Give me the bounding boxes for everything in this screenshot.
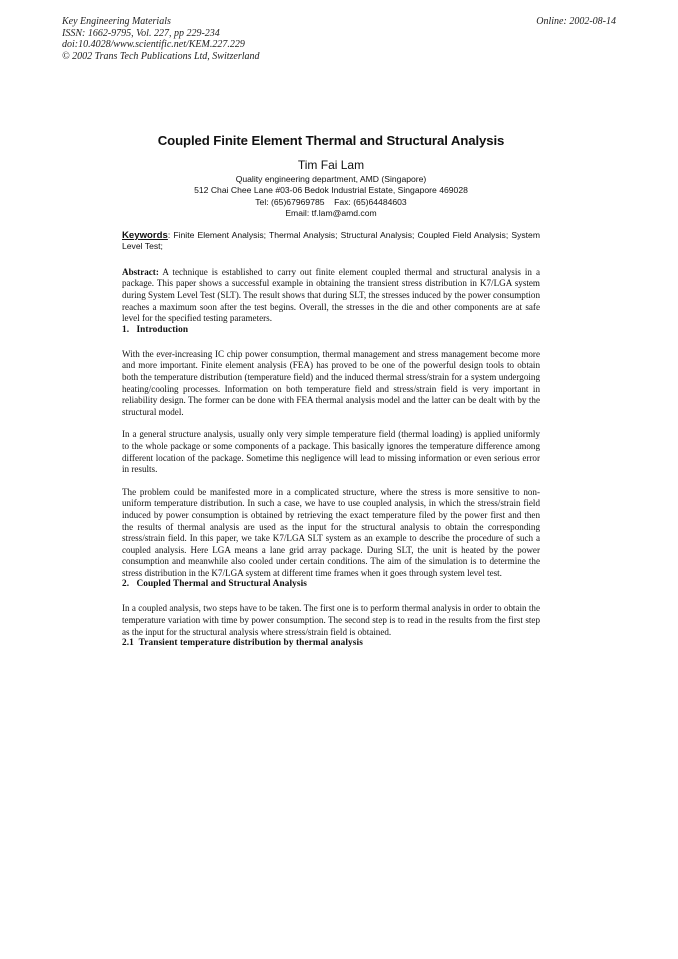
keywords: [122, 230, 540, 253]
section-heading-coupled-analysis: [122, 579, 540, 589]
section-number: 2.1: [122, 638, 134, 649]
paper-author: Tim Fai Lam: [297, 158, 365, 172]
section-number: 1.: [122, 324, 130, 335]
affiliation-phone: Tel: (65)67969785 Fax: (65)64484603: [255, 196, 407, 207]
subsection-heading-transient-temperature: [122, 638, 540, 648]
section-title: Coupled Thermal and Structural Analysis: [136, 579, 308, 590]
paper-body: [122, 133, 540, 648]
paper-title: Coupled Finite Element Thermal and Structural Analysis: [157, 133, 505, 148]
keywords-text: : Finite Element Analysis; Thermal Analysis; Structural Analysis; Coupled Field Analysis; System Level Test;: [122, 229, 540, 252]
journal-issn: ISSN: 1662-9795, Vol. 227, pp 229-234: [62, 27, 220, 39]
keywords-label: Keywords: [122, 229, 168, 241]
section-title: Introduction: [136, 324, 189, 335]
affiliation-address: 512 Chai Chee Lane #03-06 Bedok Industrial Estate, Singapore 469028: [194, 185, 468, 196]
journal-name: Key Engineering Materials: [62, 16, 171, 27]
abstract-text: A technique is established to carry out finite element coupled thermal and structural analysis in a package. This paper shows a successful example in obtaining the transient stress distribution in K7/LGA system during System Level Test (SLT). The result shows that during SLT, the stresses induced by the power consumption reaches a maximum soon after the test begins. Overall, the stresses in the die and other components are at safe level for the specified testing parameters.: [122, 266, 540, 324]
journal-doi[interactable]: doi:10.4028/www.scientific.net/KEM.227.229: [62, 39, 245, 51]
section-heading-introduction: [122, 325, 540, 335]
abstract-label: Abstract:: [122, 266, 159, 277]
abstract: [122, 267, 540, 325]
journal-copyright: © 2002 Trans Tech Publications Ltd, Switzerland: [62, 50, 260, 62]
paragraph: With the ever-increasing IC chip power consumption, thermal management and stress management become more and more important. Finite element analysis (FEA) has proved to be one of the powerful design tools to obtain both the temperature distribution (temperature field) and the induced thermal stress/strain for a system undergoing heating/cooling processes. Information on both temperature field and stress/strain field is very important in reliability design. The former can be done with FEA thermal analysis model and the latter can be dealt with by the structural model.: [122, 348, 540, 417]
paragraph: In a general structure analysis, usually only very simple temperature field (thermal loading) is applied uniformly to the whole package or some components of a package. This basically ignores the temperature difference among different location of the package. Sometime this negligence will lead to missing information or even serious error in results.: [122, 429, 540, 475]
paragraph: The problem could be manifested more in a complicated structure, where the stress is more sensitive to non-uniform temperature distribution. In such a case, we have to use coupled analysis, in which the stress/strain field induced by power consumption is obtained by retrieving the exact temperature filed by the power first and then the results of thermal analysis are used as the input for the structural analysis to obtain the corresponding stress/strain field. In this paper, we take K7/LGA SLT system as an example to describe the procedure of such a coupled analysis. Here LGA means a lane grid array package. During SLT, the unit is heated by the power consumption and meanwhile also cooled under certain conditions. The aim of the simulation is to determine the stress distribution in the K7/LGA system at different time frames when it goes through system level test.: [122, 486, 540, 578]
author-affiliation: [122, 174, 540, 220]
paragraph: In a coupled analysis, two steps have to be taken. The first one is to perform thermal analysis in order to obtain the temperature variation with time by power consumption. The second step is to read in the results from the first step as the input for the structural analysis where stress/strain field is obtained.: [122, 603, 540, 637]
section-title: Transient temperature distribution by thermal analysis: [138, 638, 363, 649]
affiliation-email[interactable]: Email: tf.lam@amd.com: [285, 208, 377, 219]
section-number: 2.: [122, 579, 130, 590]
journal-header: [62, 16, 260, 62]
online-date: Online: 2002-08-14: [536, 16, 616, 27]
affiliation-department: Quality engineering department, AMD (Singapore): [235, 174, 427, 184]
